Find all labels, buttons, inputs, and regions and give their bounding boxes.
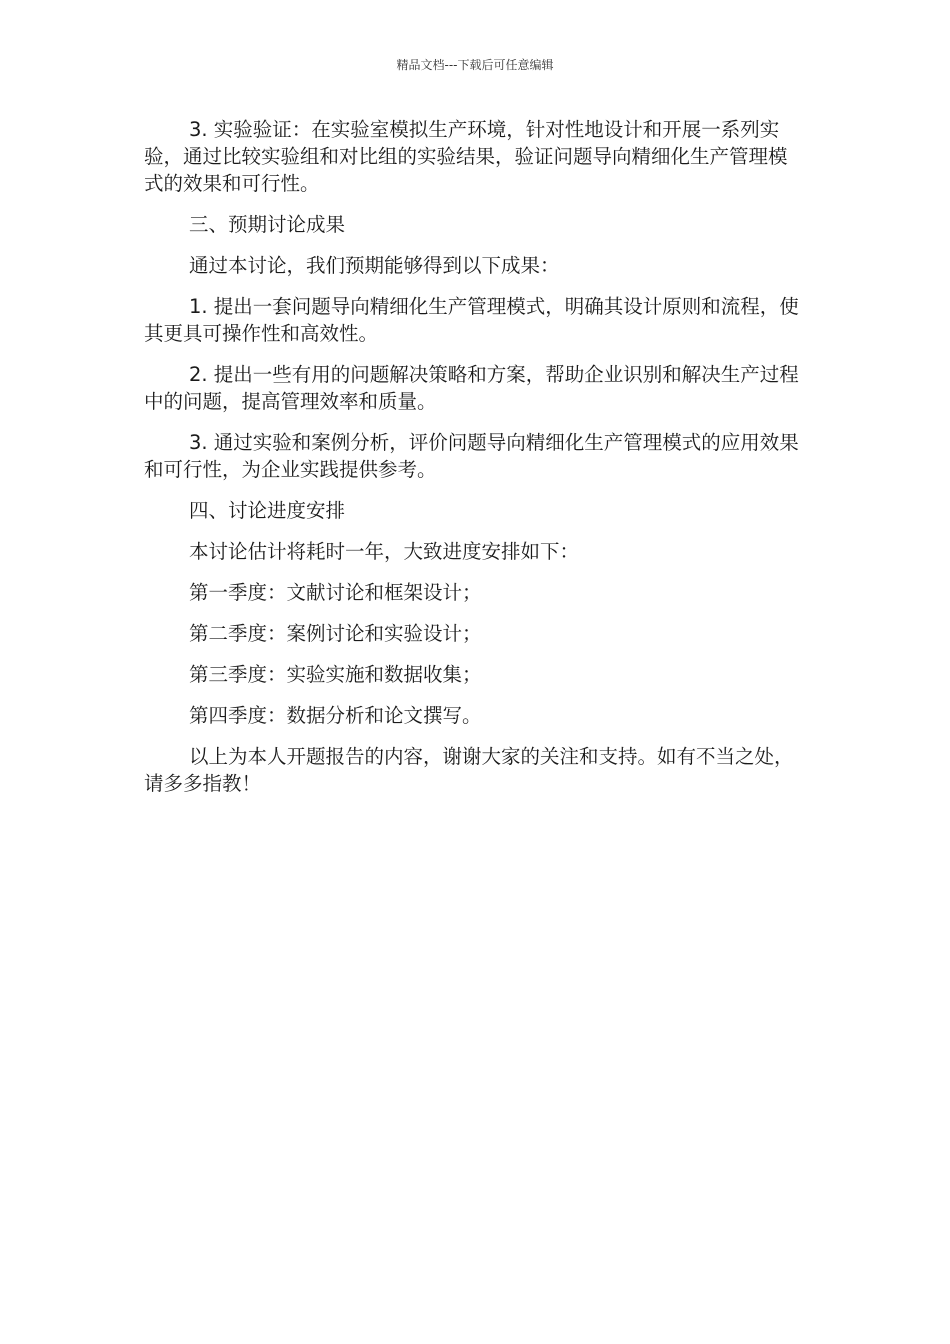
- paragraph-result-2: 2. 提出一些有用的问题解决策略和方案，帮助企业识别和解决生产过程中的问题，提高管理效率和质量。: [144, 363, 799, 413]
- paragraph-experiment-verification: 3. 实验验证：在实验室模拟生产环境，针对性地设计和开展一系列实验，通过比较实验组和对比组的实验结果，验证问题导向精细化生产管理模式的效果和可行性。: [144, 118, 788, 195]
- paragraph-closing: 以上为本人开题报告的内容，谢谢大家的关注和支持。如有不当之处，请多多指教！: [144, 745, 794, 795]
- page-header: 精品文档---下载后可任意编辑: [396, 58, 554, 72]
- schedule-item-q1: 第一季度：文献讨论和框架设计；: [189, 581, 482, 604]
- schedule-item-q4: 第四季度：数据分析和论文撰写。: [189, 704, 482, 727]
- document-body: [144, 116, 806, 811]
- schedule-item-q2: 第二季度：案例讨论和实验设计；: [189, 622, 482, 645]
- section-heading-expected-results: 三、预期讨论成果: [189, 213, 346, 236]
- paragraph-result-3: 3. 通过实验和案例分析，评价问题导向精细化生产管理模式的应用效果和可行性，为企业实践提供参考。: [144, 431, 799, 481]
- section-heading-schedule: 四、讨论进度安排: [189, 499, 346, 522]
- paragraph-expected-intro: 通过本讨论，我们预期能够得到以下成果：: [189, 254, 560, 277]
- schedule-item-q3: 第三季度：实验实施和数据收集；: [189, 663, 482, 686]
- paragraph-result-1: 1. 提出一套问题导向精细化生产管理模式，明确其设计原则和流程，使其更具可操作性和高效性。: [144, 295, 799, 345]
- paragraph-schedule-intro: 本讨论估计将耗时一年，大致进度安排如下：: [189, 540, 580, 563]
